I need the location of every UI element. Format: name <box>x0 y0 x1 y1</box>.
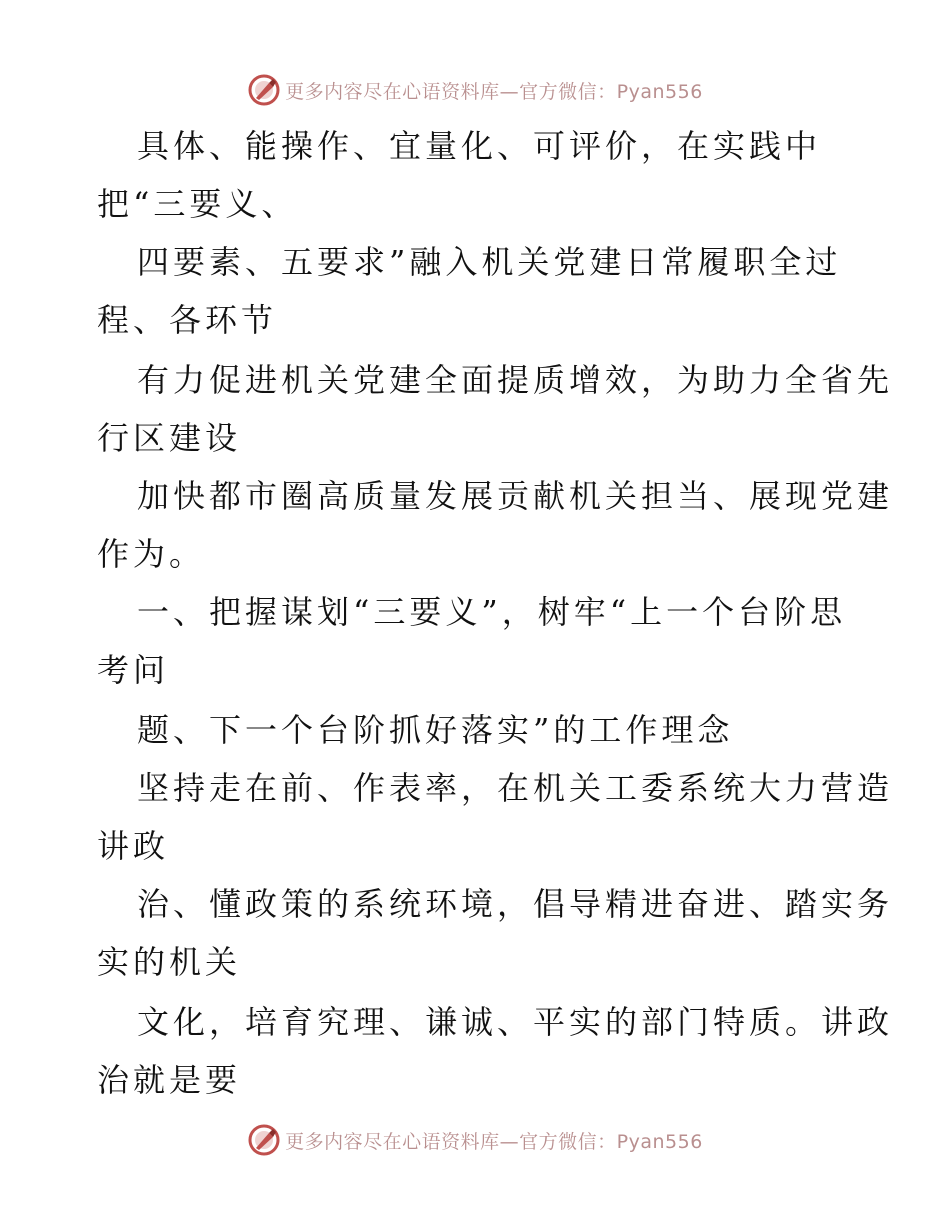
text-line: 作为。 <box>97 535 206 573</box>
text-line: 一、把握谋划“三要义”，树牢“上一个台阶思 <box>137 593 847 631</box>
text-line: 题、下一个台阶抓好落实”的工作理念 <box>137 711 734 749</box>
footer-banner <box>0 1120 950 1160</box>
text-line: 坚持走在前、作表率，在机关工委系统大力营造 <box>137 769 894 807</box>
text-line: 四要素、五要求”融入机关党建日常履职全过 <box>137 243 842 281</box>
pen-nib-logo-icon <box>247 73 281 107</box>
text-line: 考问 <box>97 651 170 689</box>
text-line: 具体、能操作、宜量化、可评价，在实践中 <box>137 127 822 165</box>
text-line: 程、各环节 <box>97 301 278 339</box>
text-line: 行区建设 <box>97 419 242 457</box>
text-line: 加快都市圈高质量发展贡献机关担当、展现党建 <box>137 477 894 515</box>
text-line: 文化，培育究理、谦诚、平实的部门特质。讲政 <box>137 1003 894 1041</box>
header-banner <box>0 70 950 110</box>
footer-banner-text: 更多内容尽在心语资料库—官方微信：Pyan556 <box>285 1130 703 1153</box>
pen-nib-logo-icon <box>247 1123 281 1157</box>
header-banner-text: 更多内容尽在心语资料库—官方微信：Pyan556 <box>285 80 703 103</box>
text-line: 治、懂政策的系统环境，倡导精进奋进、踏实务 <box>137 885 894 923</box>
text-line: 有力促进机关党建全面提质增效，为助力全省先 <box>137 361 894 399</box>
text-line: 讲政 <box>97 827 170 865</box>
text-line: 治就是要 <box>97 1061 242 1099</box>
text-line: 实的机关 <box>97 943 242 981</box>
text-line: 把“三要义、 <box>97 185 298 223</box>
